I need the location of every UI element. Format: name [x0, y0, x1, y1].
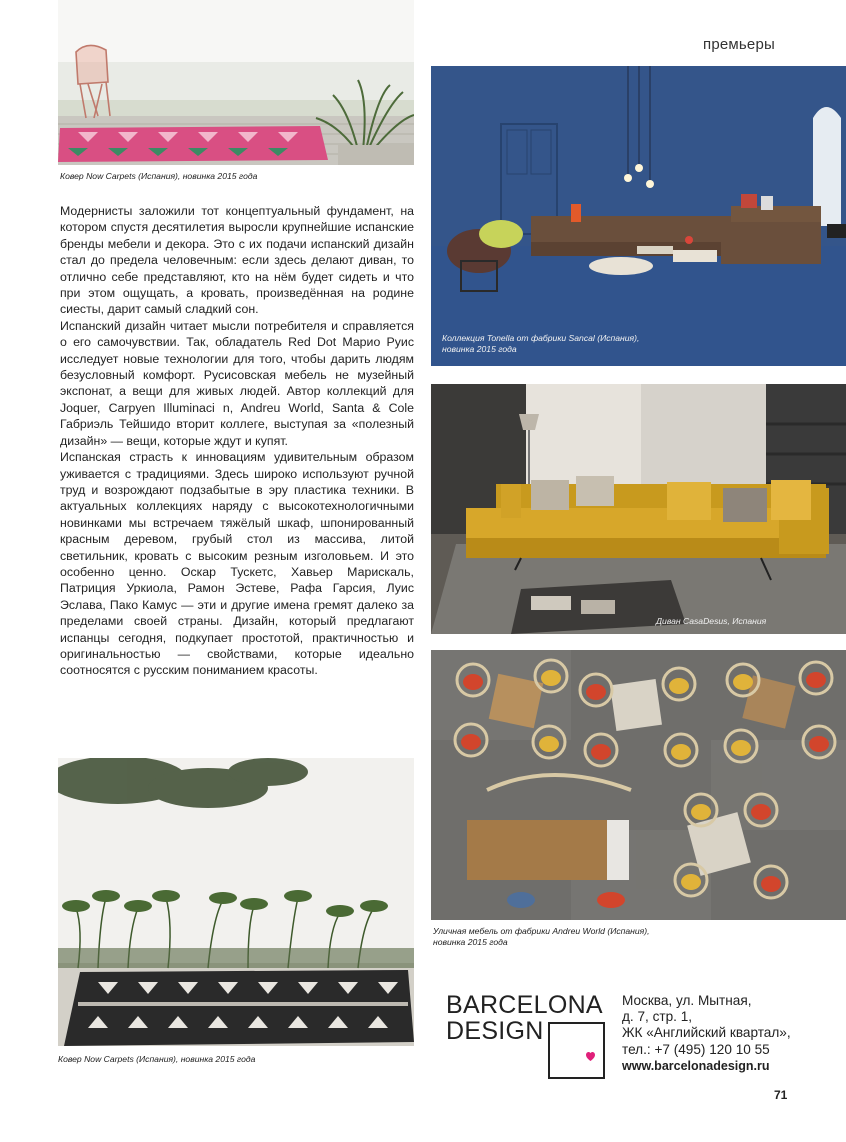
caption-line: новинка 2015 года [442, 344, 517, 354]
barcelona-design-logo [446, 993, 606, 1077]
website-link[interactable]: www.barcelonadesign.ru [622, 1058, 770, 1073]
address-line: ЖК «Английский квартал», [622, 1025, 791, 1041]
caption-line: Коллекция Tonella от фабрики Sancal (Испания), [442, 333, 640, 343]
caption-top-left: Ковер Now Carpets (Испания), новинка 2015 года [60, 171, 258, 181]
article-paragraph: Испанский дизайн читает мысли потребителя и справляется о его самочувствии. Так, обладатель Red Dot Марио Руис исследует новые технологии для того, чтобы дарить людям безусловный комфорт. Русисовская мебель не музейный экспонат, а вещи для живых людей. Автор коллекций для Joquer, Carpyen Illuminaci n, Andreu World, Santa & Cole Габриэль Тейшидо вторит коллеге, выступая за «полезный дизайн» — вещи, которые ждут и купят. [60, 318, 414, 448]
photo-bw-carpet [58, 758, 414, 1046]
caption-bottom-left: Ковер Now Carpets (Испания), новинка 2015 года [58, 1054, 256, 1064]
caption-line: Уличная мебель от фабрики Andreu World (Испания), [433, 926, 650, 936]
photo-outdoor-furniture [431, 650, 846, 920]
section-title: премьеры [703, 36, 776, 53]
photo-blue-room-sofa [431, 66, 846, 366]
phone-line: тел.: +7 (495) 120 10 55 [622, 1041, 770, 1057]
article-paragraph: Модернисты заложили тот концептуальный фундамент, на котором спустя десятилетия выросли крупнейшие испанские бренды мебели и декора. Это с их подачи испанский дизайн стал до предела человечным: если здесь делают диван, то отлично себе представляют, кто на нём будет сидеть и что при этом ощущать, а кровать, произведённая на родине сиесты, дарит самый сладкий сон. [60, 204, 414, 317]
logo-line-2: DESIGN [446, 1017, 544, 1045]
article-body [60, 203, 414, 679]
caption-yellow-sofa: Диван CasaDesus, Испания [656, 616, 767, 626]
store-address [622, 993, 822, 1074]
address-line: Москва, ул. Мытная, [622, 993, 752, 1008]
logo-frame [548, 1022, 605, 1079]
article-paragraph: Испанская страсть к инновациям удивительным образом уживается с традициями. Здесь широко используют ручной труд и возрождают подзабытые в эру пластика техники. В актуальных коллекциях наряду с высокотехнологичными новинками мы встречаем тяжёлый шкаф, шпонированный красным деревом, грубый стол из массива, литой светильник, кровать с высоким резным изголовьем. И это особенно ценно. Оскар Тускетс, Хавьер Марискаль, Патриция Уркиола, Рамон Эстеве, Рафа Гарсия, Луис Эслава, Пако Камус — эти и другие имена гремят далеко за пределами своей страны. Дизайн, который предлагают испанцы сегодня, подкупает простотой, практичностью и оригинальностью — свойствами, которые идеально соотносятся с русским пониманием красоты. [60, 450, 414, 678]
caption-blue-room [442, 333, 639, 355]
caption-line: новинка 2015 года [433, 937, 508, 947]
page-number: 71 [774, 1088, 788, 1102]
logo-line-1: BARCELONA [446, 991, 603, 1019]
photo-pink-carpet [58, 0, 414, 165]
photo-yellow-sofa [431, 384, 846, 634]
address-line: д. 7, стр. 1, [622, 1009, 693, 1025]
heart-icon [550, 1024, 603, 1077]
caption-outdoor [433, 926, 650, 948]
